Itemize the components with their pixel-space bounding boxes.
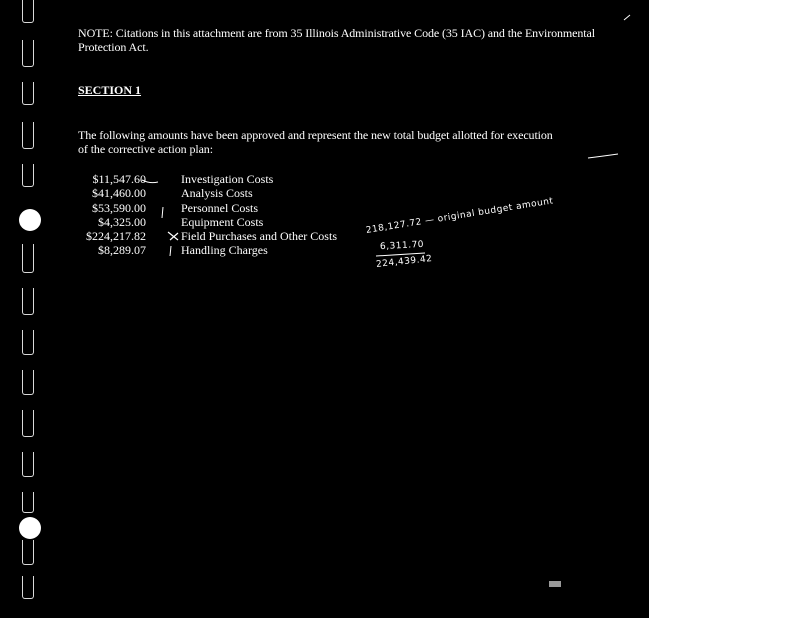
- intro-paragraph: The following amounts have been approved and represent the new total budget allotted for execution of the corrective action plan:: [78, 128, 553, 156]
- budget-label: Investigation Costs: [181, 172, 274, 186]
- section-heading: SECTION 1: [78, 83, 142, 97]
- budget-amount: $11,547.60: [92, 172, 146, 186]
- pen-mark: [588, 154, 618, 158]
- pen-mark: [142, 180, 158, 183]
- budget-label: Analysis Costs: [181, 186, 253, 201]
- pen-mark: [624, 15, 630, 20]
- budget-label: Field Purchases and Other Costs: [181, 229, 337, 244]
- scan-stamp: [549, 581, 561, 587]
- budget-label: Personnel Costs: [181, 200, 259, 215]
- budget-amount: $224,217.82: [86, 229, 146, 244]
- handwritten-total: 224,439.42: [375, 254, 433, 270]
- budget-amount: $4,325.00: [98, 214, 146, 229]
- budget-label: Equipment Costs: [181, 214, 264, 229]
- pen-mark: [170, 246, 171, 256]
- budget-label: Handling Charges: [181, 243, 268, 258]
- budget-amount: $53,590.00: [92, 200, 146, 215]
- pen-mark: [162, 207, 163, 218]
- budget-amount: $41,460.00: [92, 186, 146, 201]
- budget-amount: $8,289.07: [98, 243, 146, 258]
- handwritten-original-budget: 218,127.72 — original budget amount: [365, 196, 555, 236]
- asterisk-mark: [168, 232, 178, 240]
- citation-note: NOTE: Citations in this attachment are from 35 Illinois Administrative Code (35 IAC) and the Environmental Protection Act.: [78, 26, 595, 54]
- handwritten-adjustment: 6,311.70: [379, 239, 425, 253]
